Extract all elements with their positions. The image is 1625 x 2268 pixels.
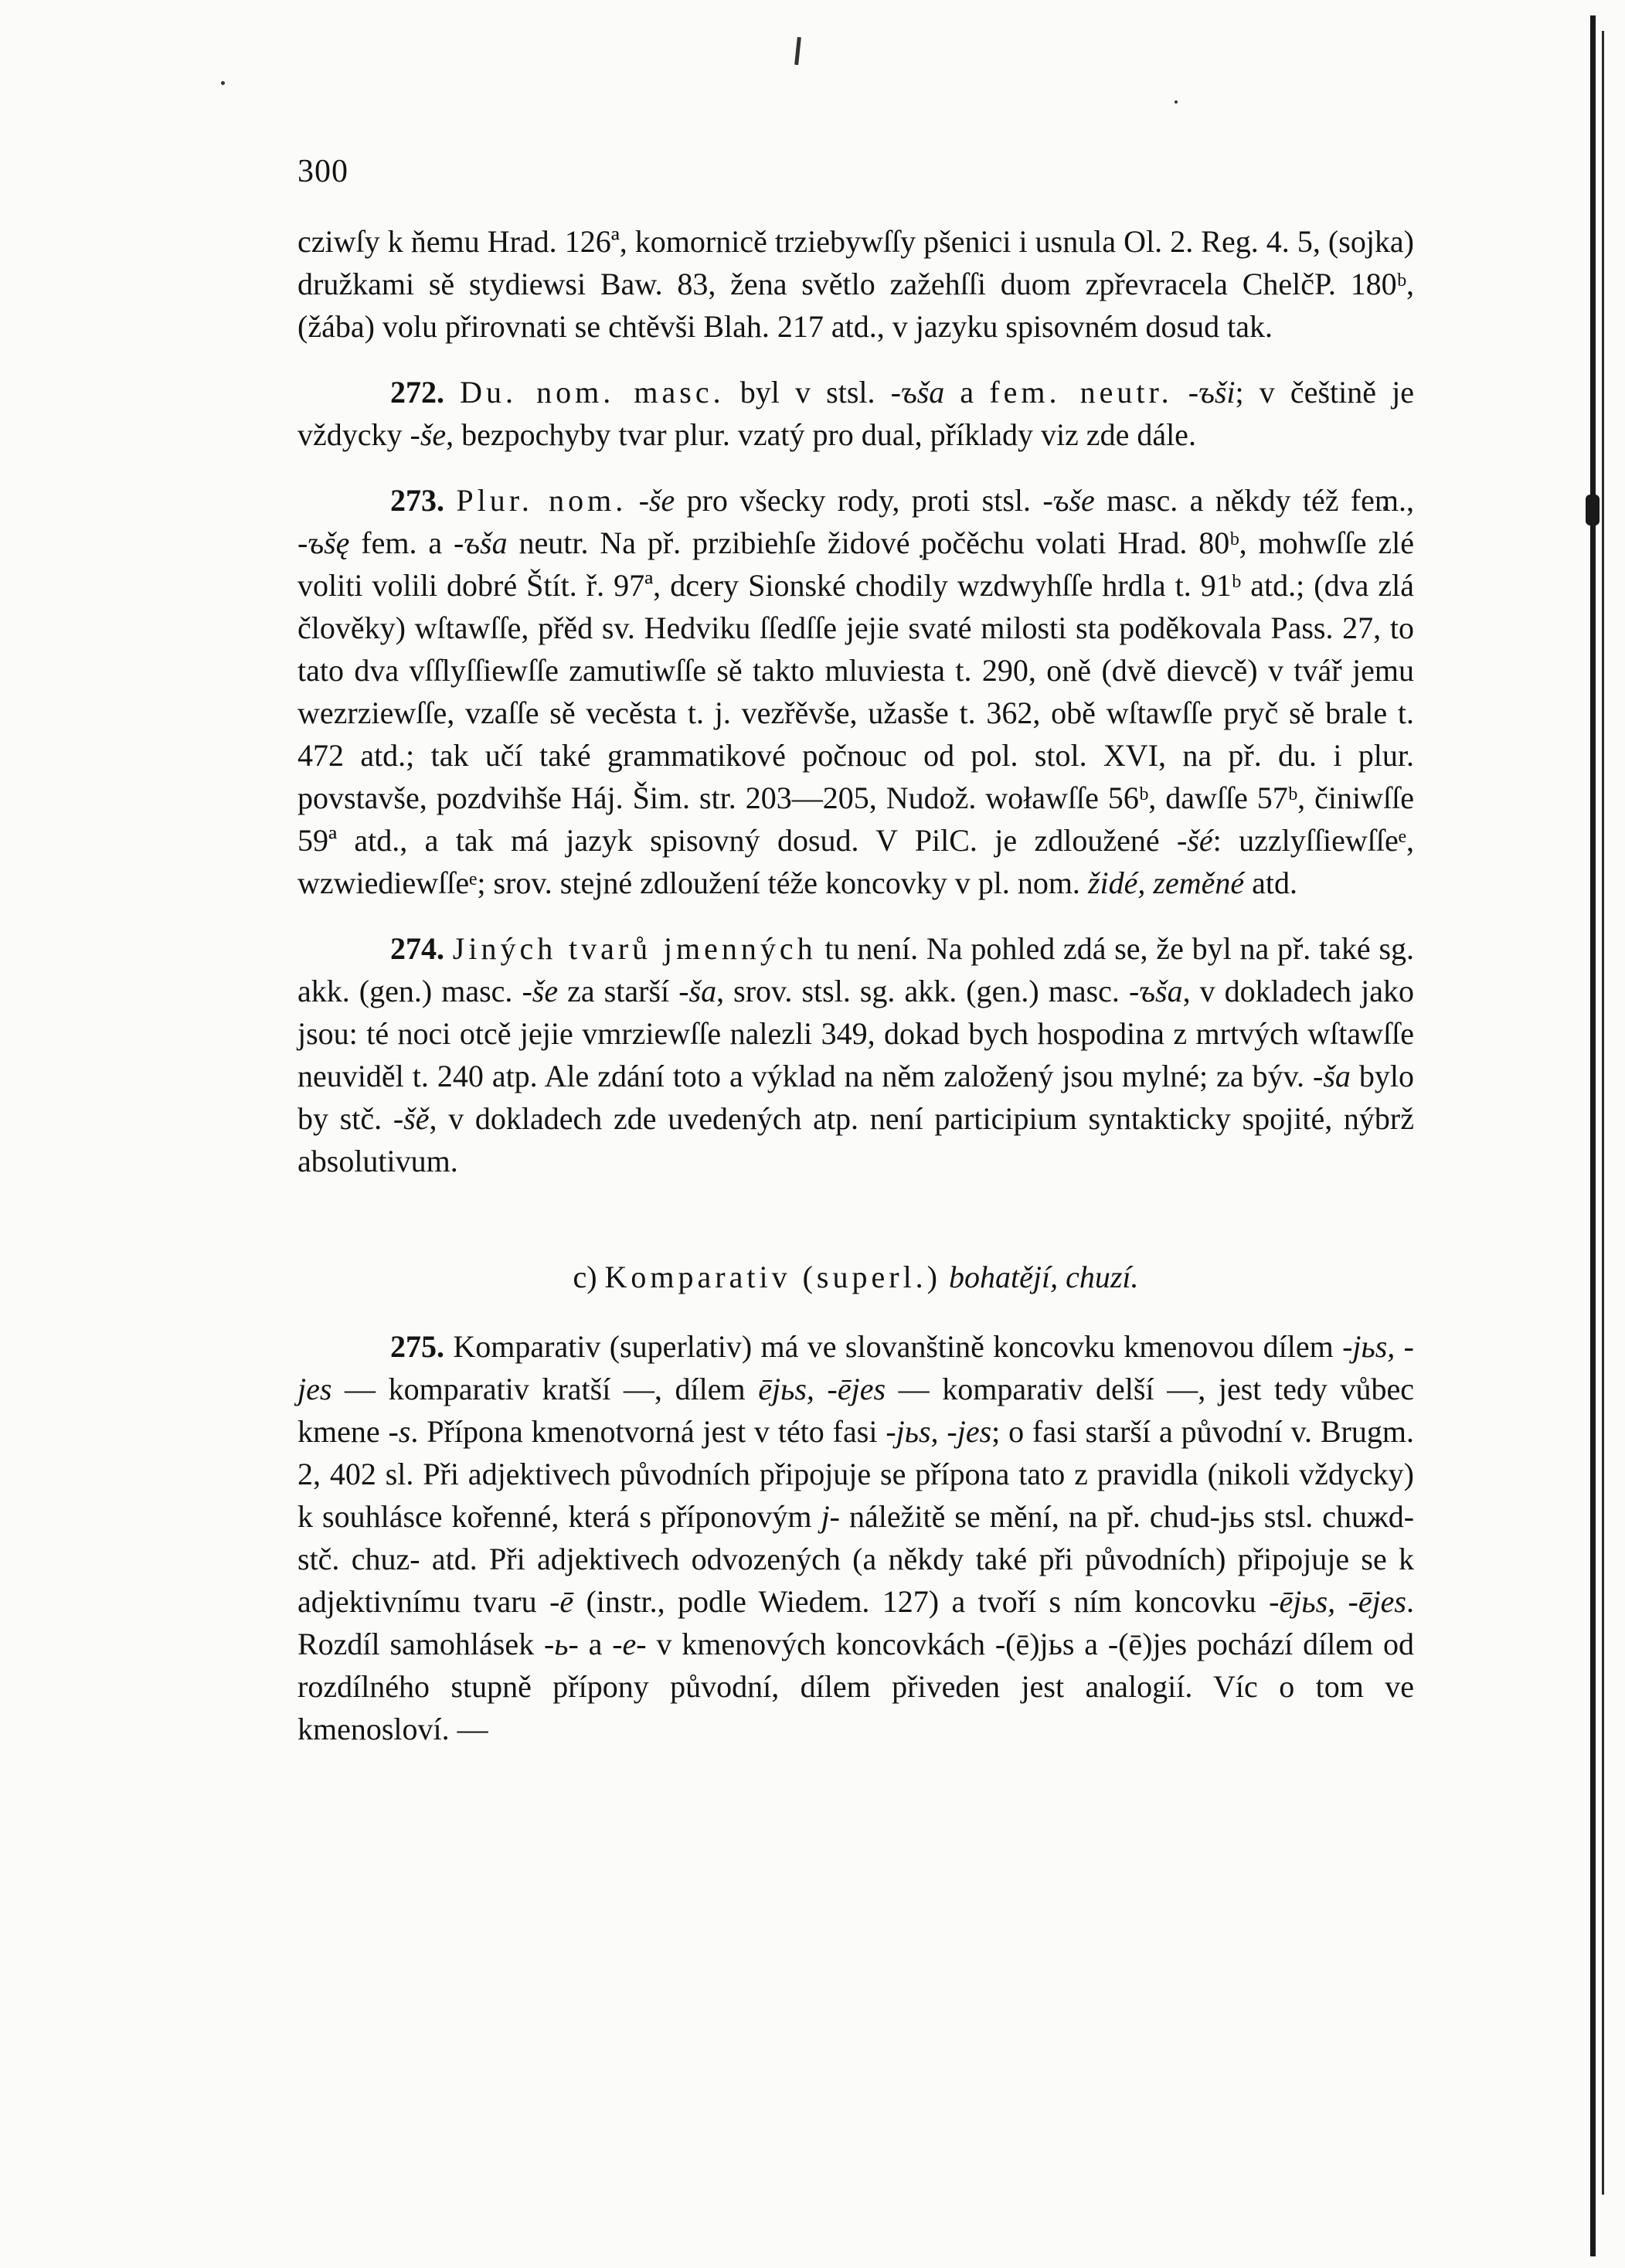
scan-edge-smudge: [1586, 495, 1600, 525]
section-heading: c) Komparativ (superl.) bohatějí, chuzí.: [573, 1260, 1139, 1294]
dust-speck: [1175, 100, 1178, 104]
page-body: [297, 220, 1414, 1773]
paragraph-272: 272. Du. nom. masc. byl v stsl. -ъša a fem. neutr. -ъši; v češtině je vždycky -še, bezpochyby tvar plur. vzatý pro dual, příklady viz zde dále.: [297, 375, 1414, 452]
page-number: 300: [297, 154, 348, 189]
section-number: 273.: [390, 483, 444, 518]
section-number: 274.: [390, 931, 444, 966]
paragraph-273: 273. Plur. nom. -še pro všecky rody, proti stsl. -ъše masc. a někdy též fem., -ъšę fem. a -ъša neutr. Na př. przibiehſe židové počěchu volati Hrad. 80ᵇ, mohwſſe zlé voliti volili dobré Štít. ř. 97ª, dcery Sionské chodily wzdwyhſſe hrdla t. 91ᵇ atd.; (dva zlá člověky) wſtawſſe, přěd sv. Hedviku ſſedſſe jejie svaté milosti sta poděkovala Pass. 27, to tato dva vſſlyſſiewſſe zamutiwſſe sě takto mluviesta t. 290, oně (dvě dievcě) v tvář jemu wezrziewſſe, vzaſſe sě vecěsta t. j. vezřěvše, užasše t. 362, obě wſtawſſe pryč sě brale t. 472 atd.; tak učí také grammatikové počnouc od pol. stol. XVI, na př. du. i plur. povstavše, pozdvihše Háj. Šim. str. 203—205, Nudož. woławſſe 56ᵇ, dawſſe 57ᵇ, činiwſſe 59ª atd., a tak má jazyk spisovný dosud. V PilC. je zdloužené -šé: uzzlyſſiewſſeᵉ, wzwiediewſſeᵉ; srov. stejné zdloužení téže koncovky v pl. nom. židé, zeměné atd.: [297, 483, 1414, 900]
section-number: 272.: [390, 375, 444, 410]
scan-edge-border: [1590, 15, 1596, 2256]
paragraph-275: 275. Komparativ (superlativ) má ve slovanštině koncovku kmenovou dílem -jьs, -jes — komparativ kratší —, dílem ējьs, -ējes — komparativ delší —, jest tedy vůbec kmene -s. Přípona kmenotvorná jest v této fasi -jьs, -jes; o fasi starší a původní v. Brugm. 2, 402 sl. Při adjektivech původních připojuje se přípona tato z pravidla (nikoli vždycky) k souhlásce kořenné, která s příponovým j- náležitě se mění, na př. chud-jьs stsl. chuжd- stč. chuz- atd. Při adjektivech odvozených (a někdy také při původních) připojuje se k adjektivnímu tvaru -ē (instr., podle Wiedem. 127) a tvoří s ním koncovku -ējьs, -ējes. Rozdíl samohlásek -ь- a -e- v kmenových koncovkách -(ē)jьs a -(ē)jes pochází dílem od rozdílného stupně přípony původní, dílem přiveden jest analogií. Víc o tom ve kmenosloví. —: [297, 1329, 1415, 1746]
scan-edge-border-thin: [1602, 31, 1604, 2195]
section-number: 275.: [390, 1329, 444, 1364]
paragraph-continuation: cziwſy k ňemu Hrad. 126ª, komornicě trziebywſſy pšenici i usnula Ol. 2. Reg. 4. 5, (sojka) družkami sě stydiewsi Baw. 83, žena světlo zažehſſi duom zpřevracela ChelčP. 180ᵇ, (žába) volu přirovnati se chtěvši Blah. 217 atd., v jazyku spisovném dosud tak.: [297, 224, 1414, 344]
dust-speck: [221, 81, 225, 85]
paragraph-274: 274. Jiných tvarů jmenných tu není. Na pohled zdá se, že byl na př. také sg. akk. (gen.) masc. -še za starší -ša, srov. stsl. sg. akk. (gen.) masc. -ъša, v dokladech jako jsou: té noci otcě jejie vmrziewſſe nalezli 349, dokad bych hospodina z mrtvých wſtawſſe neuviděl t. 240 atp. Ale zdání toto a výklad na něm založený jsou mylné; za býv. -ša bylo by stč. -šě, v dokladech zde uvedených atp. není participium syntakticky spojité, nýbrž absolutivum.: [297, 931, 1415, 1178]
scan-mark: [794, 37, 801, 65]
